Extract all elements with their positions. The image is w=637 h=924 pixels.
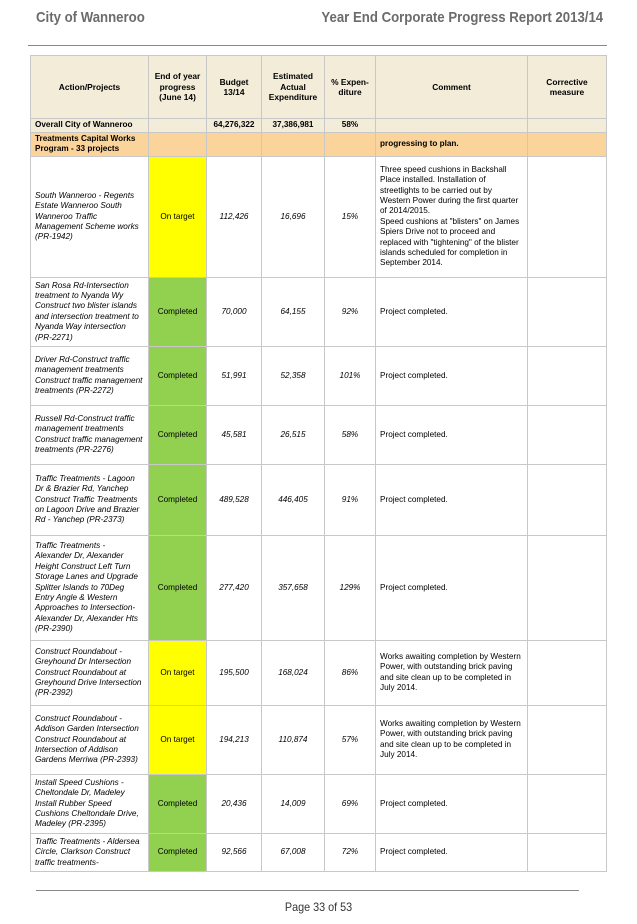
report-title: Year End Corporate Progress Report 2013/14 — [321, 9, 603, 26]
overall-comment — [376, 119, 528, 133]
expenditure-pct: 72% — [325, 833, 376, 871]
expenditure-pct: 58% — [325, 405, 376, 464]
estimated-value: 67,008 — [262, 833, 325, 871]
header-comment: Comment — [376, 56, 528, 119]
budget-value: 51,991 — [207, 346, 262, 405]
table-row — [31, 346, 607, 405]
expenditure-pct: 86% — [325, 640, 376, 705]
comment-text: Project completed. — [376, 405, 528, 464]
program-row — [31, 133, 607, 157]
overall-row — [31, 119, 607, 133]
program-label: Treatments Capital Works Program - 33 projects — [31, 133, 149, 157]
org-title: City of Wanneroo — [36, 9, 145, 26]
corrective-measure — [528, 346, 607, 405]
estimated-value: 64,155 — [262, 277, 325, 346]
project-action: Traffic Treatments - Aldersea Circle, Clarkson Construct traffic treatments- — [31, 833, 149, 871]
comment-text: Project completed. — [376, 464, 528, 535]
budget-value: 195,500 — [207, 640, 262, 705]
budget-value: 489,528 — [207, 464, 262, 535]
progress-status: Completed — [149, 405, 207, 464]
project-action: Install Speed Cushions - Cheltondale Dr, Madeley Install Rubber Speed Cushions Cheltondale Drive, Madeley (PR-2395) — [31, 774, 149, 833]
progress-status: On target — [149, 705, 207, 774]
project-action: Traffic Treatments - Alexander Dr, Alexander Height Construct Left Turn Storage Lanes and Upgrade Splitter Islands to 70Deg Entry Angle & Western Approaches to Intersection-Alexander Dr, Alexander Hts (PR-2390) — [31, 535, 149, 640]
overall-pct: 58% — [325, 119, 376, 133]
table-row — [31, 156, 607, 277]
estimated-value: 14,009 — [262, 774, 325, 833]
table-row — [31, 277, 607, 346]
estimated-value: 168,024 — [262, 640, 325, 705]
estimated-value: 446,405 — [262, 464, 325, 535]
project-action: Driver Rd-Construct traffic management treatments Construct traffic management treatments (PR-2272) — [31, 346, 149, 405]
table-row — [31, 774, 607, 833]
estimated-value: 16,696 — [262, 156, 325, 277]
overall-progress — [149, 119, 207, 133]
corrective-measure — [528, 156, 607, 277]
header-divider — [28, 45, 607, 46]
program-pct — [325, 133, 376, 157]
comment-text: Works awaiting completion by Western Power, with outstanding brick paving and site clean up to be completed in July 2014. — [376, 640, 528, 705]
progress-status: On target — [149, 156, 207, 277]
corrective-measure — [528, 405, 607, 464]
program-estimated — [262, 133, 325, 157]
estimated-value: 26,515 — [262, 405, 325, 464]
table-row — [31, 535, 607, 640]
overall-corrective — [528, 119, 607, 133]
comment-text: Three speed cushions in Backshall Place installed. Installation of streetlights to be carried out by Western Power during the first quarter of 2014/2015. Speed cushions at "blisters" on James Spiers Drive not to proceed and replaced with "tightening" of the blister islands scheduled for completion in September 2014. — [376, 156, 528, 277]
corrective-measure — [528, 640, 607, 705]
table-row — [31, 640, 607, 705]
header-estimated: Estimated Actual Expenditure — [262, 56, 325, 119]
progress-status: Completed — [149, 277, 207, 346]
overall-budget: 64,276,322 — [207, 119, 262, 133]
estimated-value: 357,658 — [262, 535, 325, 640]
page-number: Page 33 of 53 — [284, 900, 353, 914]
header-progress: End of year progress (June 14) — [149, 56, 207, 119]
expenditure-pct: 69% — [325, 774, 376, 833]
budget-value: 112,426 — [207, 156, 262, 277]
program-comment: progressing to plan. — [376, 133, 528, 157]
comment-text: Project completed. — [376, 774, 528, 833]
corrective-measure — [528, 774, 607, 833]
expenditure-pct: 15% — [325, 156, 376, 277]
budget-value: 92,566 — [207, 833, 262, 871]
corrective-measure — [528, 705, 607, 774]
footer-divider — [36, 890, 579, 891]
progress-status: Completed — [149, 535, 207, 640]
corrective-measure — [528, 535, 607, 640]
project-action: South Wanneroo - Regents Estate Wanneroo South Wanneroo Traffic Management Scheme works (PR-1942) — [31, 156, 149, 277]
budget-value: 277,420 — [207, 535, 262, 640]
comment-text: Project completed. — [376, 833, 528, 871]
progress-status: Completed — [149, 346, 207, 405]
header-corrective: Corrective measure — [528, 56, 607, 119]
corrective-measure — [528, 277, 607, 346]
budget-value: 194,213 — [207, 705, 262, 774]
comment-text: Project completed. — [376, 346, 528, 405]
expenditure-pct: 92% — [325, 277, 376, 346]
corrective-measure — [528, 833, 607, 871]
project-action: Construct Roundabout - Addison Garden Intersection Construct Roundabout at Intersection of Addison Gardens Merriwa (PR-2393) — [31, 705, 149, 774]
corrective-measure — [528, 464, 607, 535]
progress-table — [30, 55, 607, 872]
header-action: Action/Projects — [31, 56, 149, 119]
overall-estimated: 37,386,981 — [262, 119, 325, 133]
table-row — [31, 464, 607, 535]
program-corrective — [528, 133, 607, 157]
program-budget — [207, 133, 262, 157]
program-progress — [149, 133, 207, 157]
progress-status: Completed — [149, 833, 207, 871]
project-action: Russell Rd-Construct traffic management treatments Construct traffic management treatments (PR-2276) — [31, 405, 149, 464]
estimated-value: 110,874 — [262, 705, 325, 774]
comment-text: Works awaiting completion by Western Power, with outstanding brick paving and site clean up to be completed in July 2014. — [376, 705, 528, 774]
table-row — [31, 705, 607, 774]
budget-value: 70,000 — [207, 277, 262, 346]
comment-text: Project completed. — [376, 277, 528, 346]
table-header-row — [31, 56, 607, 119]
budget-value: 45,581 — [207, 405, 262, 464]
estimated-value: 52,358 — [262, 346, 325, 405]
progress-status: Completed — [149, 774, 207, 833]
expenditure-pct: 57% — [325, 705, 376, 774]
header-budget: Budget 13/14 — [207, 56, 262, 119]
budget-value: 20,436 — [207, 774, 262, 833]
project-action: Traffic Treatments - Lagoon Dr & Brazier Rd, Yanchep Construct Traffic Treatments on Lagoon Drive and Brazier Rd - Yanchep (PR-2373) — [31, 464, 149, 535]
expenditure-pct: 91% — [325, 464, 376, 535]
expenditure-pct: 129% — [325, 535, 376, 640]
header-pct: % Expen- diture — [325, 56, 376, 119]
progress-status: On target — [149, 640, 207, 705]
expenditure-pct: 101% — [325, 346, 376, 405]
overall-label: Overall City of Wanneroo — [31, 119, 149, 133]
comment-text: Project completed. — [376, 535, 528, 640]
project-action: Construct Roundabout - Greyhound Dr Intersection Construct Roundabout at Greyhound Drive Intersection (PR-2392) — [31, 640, 149, 705]
progress-status: Completed — [149, 464, 207, 535]
table-row — [31, 833, 607, 871]
project-action: San Rosa Rd-Intersection treatment to Nyanda Wy Construct two blister islands and intersection treatment to Nyanda Way intersection (PR-2271) — [31, 277, 149, 346]
table-row — [31, 405, 607, 464]
